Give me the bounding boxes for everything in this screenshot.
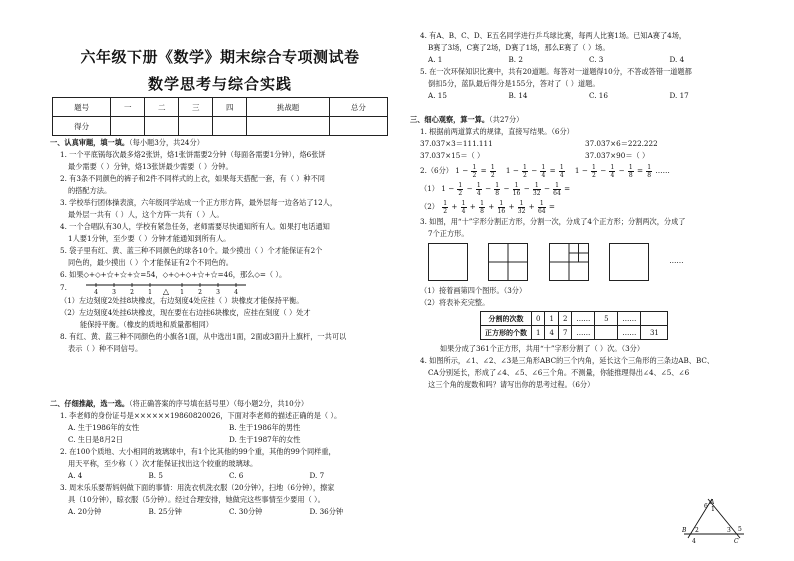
s3-q1: 1. 根据前两道算式的规律，直接写结果。（6分）	[420, 127, 574, 136]
section-3-note: （共27分）	[489, 115, 524, 124]
option-c[interactable]: C. 3	[589, 55, 604, 64]
angle-label: 6	[704, 503, 708, 510]
score-cell: 三	[179, 98, 213, 117]
score-blank-cell[interactable]	[111, 117, 145, 136]
equation: 37.037×3＝111.111	[420, 139, 493, 148]
tick-label: 1	[148, 289, 153, 295]
s2-q4-line2: B赛了3场，C赛了2场，D赛了1场，那么E赛了（ ）场。	[428, 43, 610, 52]
equation: 37.037×6＝222.222	[585, 139, 658, 148]
s3-q1-eq-row1	[410, 138, 750, 150]
angle-label: 3	[727, 527, 731, 534]
square-figure-2	[488, 243, 528, 281]
score-blank-cell[interactable]	[145, 117, 179, 136]
s1-q3-line1: 3. 学校举行团体操表演，六年级同学站成一个正方形方阵，最外层每一边各站了12人，	[60, 198, 338, 207]
table-row	[481, 326, 668, 340]
tick-label: 4	[234, 289, 239, 295]
section-3-heading: 三、细心观察，算一算。	[410, 115, 490, 124]
s3-q2-1	[410, 180, 750, 198]
tick-label: 3	[112, 289, 117, 295]
table-cell: ……	[572, 326, 595, 340]
s3-q2-label: 2.（6分）	[420, 166, 453, 175]
s3-q2-1-label: （1）	[420, 184, 439, 193]
s1-q3-line2: 最外层一共有（ ）人，这个方阵一共有（ ）人。	[68, 210, 224, 219]
s1-q7-2-line2: 能保持平衡。（橡皮的质地和质量都相同）	[80, 320, 213, 329]
score-cell: 题号	[53, 98, 111, 117]
angle-label: 5	[738, 526, 742, 533]
table-cell: ……	[572, 312, 595, 326]
option-a[interactable]: A. 4	[68, 471, 83, 480]
square-figure-3	[549, 243, 589, 281]
s1-q7-1: （1）左边刻度2处挂8块橡皮，右边刻度4处应挂（ ）块橡皮才能保持平衡。	[60, 296, 304, 305]
cross-lines	[550, 244, 588, 280]
score-cell: 总分	[329, 98, 387, 117]
section-2-heading: 二、仔细推敲，选一选。	[50, 399, 130, 408]
s1-q4-line1: 4. 一个合唱队有30人，学校有紧急任务，老师需要尽快通知所有人。如果打电话通知	[60, 222, 330, 231]
section-2-note: （将正确答案的序号填在括号里）（每小题2分，共10分）	[129, 399, 309, 408]
option-b[interactable]: B. 5	[148, 471, 163, 480]
table-row-header: 正方形的个数	[481, 326, 532, 340]
option-b[interactable]: B. 2	[508, 55, 523, 64]
score-cell: 得分	[53, 117, 111, 136]
tick-label: 2	[130, 289, 135, 295]
s1-q4-line2: 1人要1分钟，至少要（ ）分钟才能通知到所有人。	[68, 234, 231, 243]
score-table-header-row	[53, 98, 388, 117]
s2-q1: 1. 李老师的身份证号是××××××19860820026，下面对李老师的描述正确的是（ ）。	[60, 411, 342, 420]
s3-q4-line3: 这三个角的度数和吗？请写出你的思考过程。（6分）	[428, 380, 595, 389]
option-b[interactable]: B. 14	[508, 91, 528, 100]
s2-q3-line1: 3. 周末乐乐要帮妈妈做下面的事情：用洗衣机洗衣服（20分钟），扫地（6分钟），擦家	[60, 483, 335, 492]
section-1-note: （每小题3分，共24分）	[129, 138, 204, 147]
tick-label: 3	[216, 289, 221, 295]
s3-q3-tail: 如果分成了361个正方形，共用“十”字形分割了（ ）次。（3分）	[440, 344, 645, 353]
section-1-heading: 一、认真审题，填一填。	[50, 138, 130, 147]
table-blank-cell[interactable]	[595, 326, 618, 340]
table-cell: ……	[618, 326, 641, 340]
vertex-label: C	[734, 538, 739, 545]
option-a[interactable]: A. 15	[428, 91, 447, 100]
square-figure-4-blank[interactable]	[609, 243, 649, 281]
fraction-expression: 1 − $\frac{1}{2}$ − $\frac{1}{4}$ − $\frac{1}{8}$ − $\frac{1}{16}$ − $\frac{1}{32}$ − $\frac{1}{64}$ =	[441, 181, 571, 197]
score-blank-cell[interactable]	[329, 117, 387, 136]
s2-q5-line1: 5. 在一次环保知识比赛中，共有20道题。每答对一道题得10分，不答或答错一道题都	[420, 67, 692, 76]
s3-q3-2: （2）将表补充完整。	[420, 298, 490, 307]
s1-q8-line2: 表示（ ）种不同信号。	[68, 344, 143, 353]
s3-q4-line2: CA分别延长，形成了∠4、∠5、∠6三个角。不测量，你能推理得出∠4、∠5、∠6	[428, 368, 690, 377]
s1-q5-line1: 5. 袋子里有红、黄、蓝三种不同颜色的球各10个。最少摸出（ ）个才能保证有2个	[60, 246, 323, 255]
option-d[interactable]: D. 生于1987年的女性	[229, 435, 301, 444]
vertex-label: A	[710, 499, 715, 506]
table-cell: 1	[545, 312, 558, 326]
vertex-label: B	[682, 527, 687, 534]
ellipsis: ……	[655, 166, 670, 175]
option-d[interactable]: D. 36分钟	[309, 507, 344, 516]
s2-q5-options	[410, 90, 750, 102]
square-figures	[410, 243, 750, 285]
option-d[interactable]: D. 4	[669, 55, 685, 64]
s2-q4-line1: 4. 有A、B、C、D、E五名同学进行乒乓球比赛，每两人比赛1场。已知A赛了4场，	[420, 31, 687, 40]
angle-label: 2	[695, 527, 699, 534]
cross-lines	[489, 244, 527, 280]
fraction-expression: $\frac{1}{2}$ + $\frac{1}{4}$ + $\frac{1}{8}$ + $\frac{1}{16}$ + $\frac{1}{32}$ + $\frac{1}{64}$ =	[443, 199, 555, 215]
table-row-header: 分割的次数	[481, 312, 532, 326]
score-table-score-row	[53, 117, 388, 136]
option-c[interactable]: C. 16	[589, 91, 608, 100]
fraction-expression: 1 − $\frac{1}{2}$ = $\frac{1}{2}$ 1 − $\frac{1}{2}$ − $\frac{1}{4}$ = $\frac{1}{4}$ 1 − $\frac{1}{2}$ − $\frac{1}{4}$ − $\frac{1}{8}$ = $\frac{1}{8}$	[455, 163, 652, 179]
fulcrum-icon: △	[163, 287, 170, 295]
s1-q5-line2: 同色的，最少摸出（ ）个才能保证有2个不同色的。	[68, 258, 233, 267]
equation: 37.037×90＝（ ）	[585, 151, 650, 160]
score-cell: 四	[213, 98, 247, 117]
tick-label: 4	[94, 289, 99, 295]
table-cell: 0	[532, 312, 545, 326]
s2-q2-line1: 2. 在100个质地、大小相同的玻璃球中，有1个比其他的99个重，其他的99个同样重，	[60, 447, 336, 456]
score-blank-cell[interactable]	[213, 117, 247, 136]
s3-q2-2-label: （2）	[420, 202, 439, 211]
angle-label: 4	[692, 538, 696, 545]
square-figure-1	[428, 243, 468, 281]
table-cell: 31	[641, 326, 668, 340]
table-cell: 7	[558, 326, 571, 340]
s3-q2	[410, 162, 750, 180]
s2-q1-options-row1	[50, 422, 390, 434]
s1-q1-line2: 最少需要（ ）分钟，烙13张饼最少需要（ ）分钟。	[68, 162, 233, 171]
figure-ellipsis: ……	[669, 256, 684, 265]
score-blank-cell[interactable]	[179, 117, 213, 136]
score-table	[52, 97, 388, 136]
section-2-continued	[410, 30, 750, 102]
tick-label: 1	[180, 289, 185, 295]
s1-q2-line1: 2. 有3条不同颜色的裤子和2件不同样式的上衣，如果每天搭配一套，有（ ）种不同	[60, 174, 325, 183]
option-d[interactable]: D. 7	[309, 471, 325, 480]
score-cell: 挑战题	[247, 98, 330, 117]
s2-q2-line2: 用天平称，至少称（ ）次才能保证找出这个较重的玻璃球。	[68, 459, 258, 468]
option-a[interactable]: A. 20分钟	[68, 507, 102, 516]
s3-q3-1: （1）接着画第四个图形。（3分）	[420, 286, 527, 295]
s1-q2-line2: 的搭配方法。	[68, 186, 112, 195]
s2-q1-options-row2	[50, 434, 390, 446]
section-2	[50, 398, 390, 518]
score-blank-cell[interactable]	[247, 117, 330, 136]
table-row	[481, 312, 668, 326]
s1-q7-label: 7.	[60, 283, 67, 292]
table-cell: 5	[595, 312, 618, 326]
option-d[interactable]: D. 17	[669, 91, 689, 100]
equation: 37.037×15＝（ ）	[420, 151, 485, 160]
s2-q3-options	[50, 506, 390, 518]
table-blank-cell[interactable]	[641, 312, 668, 326]
split-count-table	[480, 311, 668, 340]
s2-q3-line2: 具（10分钟），晾衣服（5分钟）。经过合理安排，她做完这些事情至少要用（ ）。	[68, 495, 325, 504]
option-b[interactable]: B. 25分钟	[148, 507, 182, 516]
s3-q3-line2: 7个正方形。	[428, 229, 469, 238]
s3-q4-line1: 4. 如图所示，∠1、∠2、∠3是三角形ABC的三个内角，延长这个三角形的三条边AB、BC、	[420, 356, 715, 365]
option-c[interactable]: C. 生日是8月2日	[68, 435, 123, 444]
option-c[interactable]: C. 6	[229, 471, 244, 480]
option-a[interactable]: A. 1	[428, 55, 443, 64]
s3-q2-2	[410, 198, 750, 216]
option-c[interactable]: C. 30分钟	[229, 507, 263, 516]
s1-q6: 6. 如果◇+◇+☆+☆+☆=54，◇+◇+◇+☆+☆=46，那么◇=（ ）。	[60, 270, 287, 279]
table-cell: 2	[558, 312, 571, 326]
table-cell: 1	[532, 326, 545, 340]
option-b[interactable]: B. 生于1986年的男性	[229, 423, 301, 432]
score-cell: 二	[145, 98, 179, 117]
table-cell: 4	[545, 326, 558, 340]
number-line-balance	[81, 281, 251, 295]
table-cell: ……	[618, 312, 641, 326]
tick-label: 2	[198, 289, 203, 295]
section-3	[410, 114, 750, 391]
option-a[interactable]: A. 生于1986年的女性	[68, 423, 140, 432]
s1-q8-line1: 8. 有红、黄、蓝三种不同颜色的小旗各1面，从中选出1面，2面或3面升上旗杆，一共可以	[60, 332, 347, 341]
s1-q7	[50, 281, 390, 295]
score-cell: 一	[111, 98, 145, 117]
section-1	[50, 137, 390, 355]
s2-q2-options	[50, 470, 390, 482]
angle-label: 1	[711, 506, 715, 513]
s3-q1-eq-row2	[410, 150, 750, 162]
triangle-abc-diagram	[682, 496, 748, 546]
exam-title: 六年级下册《数学》期末综合专项测试卷	[80, 48, 360, 66]
s1-q7-2-line1: （2）左边刻度4处挂6块橡皮，现在要在右边挂6块橡皮，应挂在刻度（ ）处才	[60, 308, 311, 317]
s2-q5-line2: 倒扣5分，蓝队最后得分是155分，答对了（ ）道题。	[428, 79, 600, 88]
s2-q4-options	[410, 54, 750, 66]
s1-q1-line1: 1. 一个平底锅每次最多烙2张饼，烙1张饼需要2分钟（每面各需要1分钟），烙6张饼	[60, 150, 326, 159]
exam-subtitle: 数学思考与综合实践	[147, 75, 292, 93]
s3-q3-line1: 3. 如图，用“十”字形分割正方形，分割一次，分成了4个正方形；分割两次，分成了	[420, 217, 686, 226]
